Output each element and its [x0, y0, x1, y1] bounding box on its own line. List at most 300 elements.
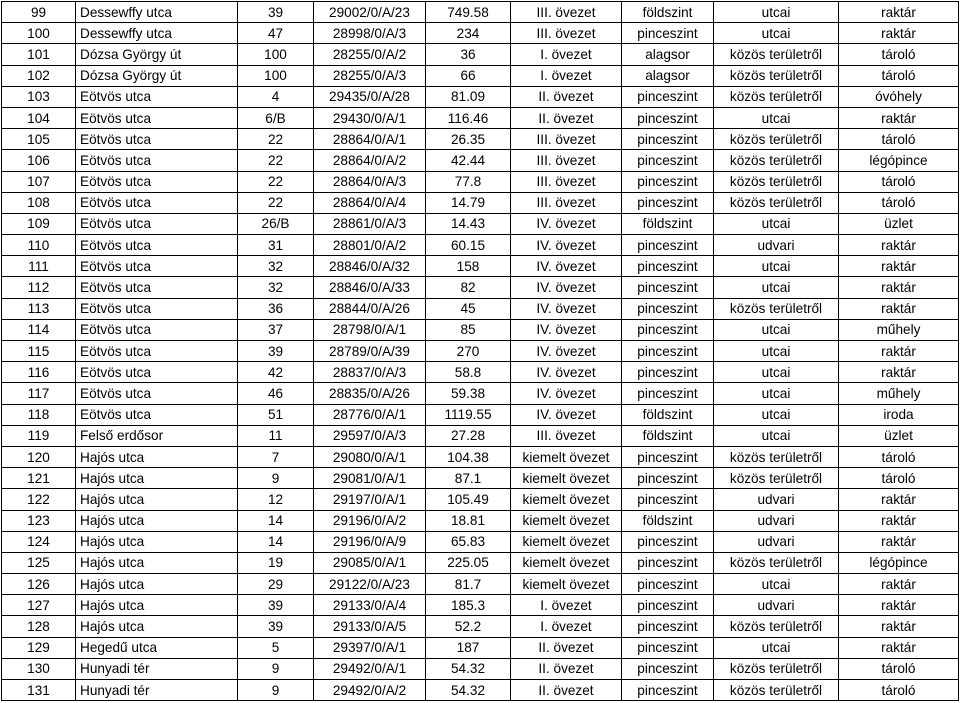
- access-cell: utcai: [714, 256, 839, 277]
- zone-cell: III. övezet: [511, 425, 622, 446]
- zone-cell: IV. övezet: [511, 341, 622, 362]
- area-cell: 185.3: [426, 595, 511, 616]
- floor-level-cell: pinceszint: [622, 319, 714, 340]
- access-cell: utcai: [714, 107, 839, 128]
- street-cell: Hajós utca: [76, 616, 238, 637]
- zone-cell: I. övezet: [511, 616, 622, 637]
- table-row: [2, 616, 959, 637]
- usage-cell: raktár: [839, 277, 959, 298]
- usage-cell: tároló: [839, 44, 959, 65]
- house-number-cell: 22: [238, 171, 314, 192]
- floor-level-cell: pinceszint: [622, 129, 714, 150]
- table-row: [2, 468, 959, 489]
- house-number-cell: 5: [238, 637, 314, 658]
- area-cell: 36: [426, 44, 511, 65]
- street-cell: Eötvös utca: [76, 404, 238, 425]
- table-row: [2, 150, 959, 171]
- street-cell: Hajós utca: [76, 510, 238, 531]
- usage-cell: raktár: [839, 637, 959, 658]
- parcel-id-cell: 29597/0/A/3: [314, 425, 426, 446]
- street-cell: Hunyadi tér: [76, 680, 238, 701]
- zone-cell: kiemelt övezet: [511, 446, 622, 467]
- access-cell: utcai: [714, 277, 839, 298]
- area-cell: 66: [426, 65, 511, 86]
- floor-level-cell: földszint: [622, 213, 714, 234]
- floor-level-cell: pinceszint: [622, 150, 714, 171]
- usage-cell: tároló: [839, 192, 959, 213]
- access-cell: utcai: [714, 341, 839, 362]
- floor-level-cell: pinceszint: [622, 192, 714, 213]
- floor-level-cell: földszint: [622, 425, 714, 446]
- parcel-id-cell: 29397/0/A/1: [314, 637, 426, 658]
- zone-cell: II. övezet: [511, 107, 622, 128]
- house-number-cell: 14: [238, 510, 314, 531]
- row-number-cell: 129: [2, 637, 76, 658]
- parcel-id-cell: 29492/0/A/2: [314, 680, 426, 701]
- area-cell: 77.8: [426, 171, 511, 192]
- street-cell: Hajós utca: [76, 595, 238, 616]
- table-row: [2, 65, 959, 86]
- access-cell: közös területről: [714, 446, 839, 467]
- row-number-cell: 99: [2, 2, 76, 23]
- usage-cell: raktár: [839, 531, 959, 552]
- house-number-cell: 51: [238, 404, 314, 425]
- street-cell: Hajós utca: [76, 468, 238, 489]
- row-number-cell: 101: [2, 44, 76, 65]
- parcel-id-cell: 29435/0/A/28: [314, 86, 426, 107]
- table-row: [2, 425, 959, 446]
- usage-cell: légópince: [839, 150, 959, 171]
- access-cell: udvari: [714, 595, 839, 616]
- street-cell: Eötvös utca: [76, 150, 238, 171]
- zone-cell: IV. övezet: [511, 298, 622, 319]
- area-cell: 14.43: [426, 213, 511, 234]
- area-cell: 81.7: [426, 574, 511, 595]
- access-cell: közös területről: [714, 129, 839, 150]
- floor-level-cell: alagsor: [622, 44, 714, 65]
- usage-cell: raktár: [839, 616, 959, 637]
- row-number-cell: 117: [2, 383, 76, 404]
- area-cell: 104.38: [426, 446, 511, 467]
- floor-level-cell: pinceszint: [622, 446, 714, 467]
- table-row: [2, 319, 959, 340]
- zone-cell: I. övezet: [511, 65, 622, 86]
- row-number-cell: 122: [2, 489, 76, 510]
- area-cell: 1119.55: [426, 404, 511, 425]
- table-row: [2, 107, 959, 128]
- house-number-cell: 39: [238, 2, 314, 23]
- street-cell: Eötvös utca: [76, 341, 238, 362]
- access-cell: udvari: [714, 235, 839, 256]
- usage-cell: raktár: [839, 107, 959, 128]
- parcel-id-cell: 29492/0/A/1: [314, 658, 426, 679]
- floor-level-cell: alagsor: [622, 65, 714, 86]
- access-cell: udvari: [714, 489, 839, 510]
- zone-cell: II. övezet: [511, 86, 622, 107]
- house-number-cell: 29: [238, 574, 314, 595]
- row-number-cell: 102: [2, 65, 76, 86]
- floor-level-cell: földszint: [622, 2, 714, 23]
- access-cell: közös területről: [714, 680, 839, 701]
- parcel-id-cell: 28998/0/A/3: [314, 23, 426, 44]
- zone-cell: IV. övezet: [511, 235, 622, 256]
- floor-level-cell: pinceszint: [622, 256, 714, 277]
- house-number-cell: 26/B: [238, 213, 314, 234]
- house-number-cell: 37: [238, 319, 314, 340]
- access-cell: utcai: [714, 574, 839, 595]
- zone-cell: kiemelt övezet: [511, 531, 622, 552]
- parcel-id-cell: 28835/0/A/26: [314, 383, 426, 404]
- parcel-id-cell: 29133/0/A/5: [314, 616, 426, 637]
- row-number-cell: 104: [2, 107, 76, 128]
- access-cell: közös területről: [714, 171, 839, 192]
- house-number-cell: 100: [238, 65, 314, 86]
- zone-cell: kiemelt övezet: [511, 489, 622, 510]
- parcel-id-cell: 28837/0/A/3: [314, 362, 426, 383]
- street-cell: Felső erdősor: [76, 425, 238, 446]
- area-cell: 65.83: [426, 531, 511, 552]
- house-number-cell: 36: [238, 298, 314, 319]
- access-cell: közös területről: [714, 44, 839, 65]
- house-number-cell: 19: [238, 552, 314, 573]
- table-row: [2, 446, 959, 467]
- row-number-cell: 111: [2, 256, 76, 277]
- house-number-cell: 11: [238, 425, 314, 446]
- area-cell: 45: [426, 298, 511, 319]
- table-row: [2, 277, 959, 298]
- table-body: [2, 2, 959, 701]
- parcel-id-cell: 28864/0/A/4: [314, 192, 426, 213]
- floor-level-cell: pinceszint: [622, 383, 714, 404]
- area-cell: 85: [426, 319, 511, 340]
- street-cell: Eötvös utca: [76, 256, 238, 277]
- zone-cell: IV. övezet: [511, 383, 622, 404]
- usage-cell: raktár: [839, 595, 959, 616]
- floor-level-cell: pinceszint: [622, 235, 714, 256]
- parcel-id-cell: 29122/0/A/23: [314, 574, 426, 595]
- street-cell: Hajós utca: [76, 446, 238, 467]
- usage-cell: raktár: [839, 256, 959, 277]
- zone-cell: kiemelt övezet: [511, 468, 622, 489]
- usage-cell: raktár: [839, 489, 959, 510]
- street-cell: Hajós utca: [76, 531, 238, 552]
- floor-level-cell: pinceszint: [622, 171, 714, 192]
- access-cell: utcai: [714, 2, 839, 23]
- floor-level-cell: pinceszint: [622, 341, 714, 362]
- street-cell: Eötvös utca: [76, 383, 238, 404]
- area-cell: 27.28: [426, 425, 511, 446]
- table-row: [2, 658, 959, 679]
- zone-cell: III. övezet: [511, 192, 622, 213]
- row-number-cell: 124: [2, 531, 76, 552]
- floor-level-cell: pinceszint: [622, 658, 714, 679]
- zone-cell: I. övezet: [511, 44, 622, 65]
- street-cell: Hajós utca: [76, 552, 238, 573]
- zone-cell: III. övezet: [511, 2, 622, 23]
- street-cell: Hunyadi tér: [76, 658, 238, 679]
- area-cell: 158: [426, 256, 511, 277]
- floor-level-cell: pinceszint: [622, 107, 714, 128]
- street-cell: Dessewffy utca: [76, 2, 238, 23]
- house-number-cell: 14: [238, 531, 314, 552]
- parcel-id-cell: 28801/0/A/2: [314, 235, 426, 256]
- floor-level-cell: pinceszint: [622, 531, 714, 552]
- area-cell: 225.05: [426, 552, 511, 573]
- house-number-cell: 39: [238, 616, 314, 637]
- zone-cell: IV. övezet: [511, 256, 622, 277]
- row-number-cell: 112: [2, 277, 76, 298]
- access-cell: utcai: [714, 404, 839, 425]
- street-cell: Dózsa György út: [76, 44, 238, 65]
- table-row: [2, 298, 959, 319]
- table-row: [2, 531, 959, 552]
- row-number-cell: 106: [2, 150, 76, 171]
- row-number-cell: 125: [2, 552, 76, 573]
- house-number-cell: 9: [238, 468, 314, 489]
- floor-level-cell: pinceszint: [622, 680, 714, 701]
- parcel-id-cell: 28846/0/A/33: [314, 277, 426, 298]
- usage-cell: tároló: [839, 65, 959, 86]
- usage-cell: raktár: [839, 574, 959, 595]
- table-row: [2, 404, 959, 425]
- access-cell: udvari: [714, 510, 839, 531]
- usage-cell: raktár: [839, 23, 959, 44]
- row-number-cell: 114: [2, 319, 76, 340]
- house-number-cell: 100: [238, 44, 314, 65]
- house-number-cell: 6/B: [238, 107, 314, 128]
- house-number-cell: 47: [238, 23, 314, 44]
- row-number-cell: 131: [2, 680, 76, 701]
- row-number-cell: 109: [2, 213, 76, 234]
- usage-cell: légópince: [839, 552, 959, 573]
- zone-cell: IV. övezet: [511, 404, 622, 425]
- floor-level-cell: pinceszint: [622, 468, 714, 489]
- row-number-cell: 105: [2, 129, 76, 150]
- zone-cell: II. övezet: [511, 658, 622, 679]
- access-cell: utcai: [714, 637, 839, 658]
- parcel-id-cell: 28255/0/A/3: [314, 65, 426, 86]
- floor-level-cell: földszint: [622, 510, 714, 531]
- street-cell: Eötvös utca: [76, 235, 238, 256]
- table-row: [2, 510, 959, 531]
- house-number-cell: 9: [238, 680, 314, 701]
- table-row: [2, 86, 959, 107]
- access-cell: utcai: [714, 425, 839, 446]
- house-number-cell: 22: [238, 192, 314, 213]
- house-number-cell: 4: [238, 86, 314, 107]
- area-cell: 42.44: [426, 150, 511, 171]
- access-cell: közös területről: [714, 468, 839, 489]
- parcel-id-cell: 29197/0/A/1: [314, 489, 426, 510]
- access-cell: utcai: [714, 23, 839, 44]
- area-cell: 749.58: [426, 2, 511, 23]
- street-cell: Eötvös utca: [76, 319, 238, 340]
- row-number-cell: 108: [2, 192, 76, 213]
- street-cell: Eötvös utca: [76, 129, 238, 150]
- table-row: [2, 44, 959, 65]
- street-cell: Eötvös utca: [76, 298, 238, 319]
- table-row: [2, 595, 959, 616]
- table-row: [2, 574, 959, 595]
- area-cell: 54.32: [426, 680, 511, 701]
- usage-cell: raktár: [839, 362, 959, 383]
- floor-level-cell: pinceszint: [622, 595, 714, 616]
- street-cell: Dózsa György út: [76, 65, 238, 86]
- house-number-cell: 9: [238, 658, 314, 679]
- access-cell: közös területről: [714, 616, 839, 637]
- parcel-id-cell: 28255/0/A/2: [314, 44, 426, 65]
- zone-cell: I. övezet: [511, 595, 622, 616]
- table-row: [2, 383, 959, 404]
- area-cell: 59.38: [426, 383, 511, 404]
- row-number-cell: 118: [2, 404, 76, 425]
- floor-level-cell: pinceszint: [622, 637, 714, 658]
- parcel-id-cell: 28844/0/A/26: [314, 298, 426, 319]
- parcel-id-cell: 28789/0/A/39: [314, 341, 426, 362]
- row-number-cell: 127: [2, 595, 76, 616]
- row-number-cell: 128: [2, 616, 76, 637]
- row-number-cell: 100: [2, 23, 76, 44]
- usage-cell: tároló: [839, 171, 959, 192]
- usage-cell: raktár: [839, 2, 959, 23]
- table-row: [2, 362, 959, 383]
- table-row: [2, 171, 959, 192]
- floor-level-cell: pinceszint: [622, 574, 714, 595]
- access-cell: udvari: [714, 531, 839, 552]
- zone-cell: kiemelt övezet: [511, 510, 622, 531]
- table-row: [2, 637, 959, 658]
- access-cell: közös területről: [714, 65, 839, 86]
- zone-cell: IV. övezet: [511, 213, 622, 234]
- table-row: [2, 235, 959, 256]
- zone-cell: IV. övezet: [511, 362, 622, 383]
- usage-cell: műhely: [839, 319, 959, 340]
- floor-level-cell: pinceszint: [622, 489, 714, 510]
- row-number-cell: 123: [2, 510, 76, 531]
- zone-cell: II. övezet: [511, 637, 622, 658]
- access-cell: közös területről: [714, 552, 839, 573]
- row-number-cell: 103: [2, 86, 76, 107]
- area-cell: 52.2: [426, 616, 511, 637]
- floor-level-cell: pinceszint: [622, 552, 714, 573]
- parcel-id-cell: 28846/0/A/32: [314, 256, 426, 277]
- parcel-id-cell: 28861/0/A/3: [314, 213, 426, 234]
- table-row: [2, 341, 959, 362]
- house-number-cell: 7: [238, 446, 314, 467]
- row-number-cell: 113: [2, 298, 76, 319]
- row-number-cell: 121: [2, 468, 76, 489]
- zone-cell: III. övezet: [511, 171, 622, 192]
- row-number-cell: 116: [2, 362, 76, 383]
- zone-cell: IV. övezet: [511, 319, 622, 340]
- parcel-id-cell: 29080/0/A/1: [314, 446, 426, 467]
- parcel-id-cell: 29085/0/A/1: [314, 552, 426, 573]
- row-number-cell: 120: [2, 446, 76, 467]
- area-cell: 105.49: [426, 489, 511, 510]
- zone-cell: IV. övezet: [511, 277, 622, 298]
- table-row: [2, 213, 959, 234]
- table-row: [2, 680, 959, 701]
- usage-cell: tároló: [839, 129, 959, 150]
- street-cell: Eötvös utca: [76, 107, 238, 128]
- usage-cell: tároló: [839, 468, 959, 489]
- parcel-id-cell: 29196/0/A/2: [314, 510, 426, 531]
- row-number-cell: 110: [2, 235, 76, 256]
- table-row: [2, 489, 959, 510]
- zone-cell: III. övezet: [511, 150, 622, 171]
- area-cell: 87.1: [426, 468, 511, 489]
- floor-level-cell: pinceszint: [622, 277, 714, 298]
- zone-cell: II. övezet: [511, 680, 622, 701]
- zone-cell: III. övezet: [511, 129, 622, 150]
- house-number-cell: 32: [238, 277, 314, 298]
- access-cell: közös területről: [714, 192, 839, 213]
- usage-cell: tároló: [839, 446, 959, 467]
- street-cell: Eötvös utca: [76, 213, 238, 234]
- zone-cell: kiemelt övezet: [511, 552, 622, 573]
- usage-cell: raktár: [839, 235, 959, 256]
- access-cell: közös területről: [714, 298, 839, 319]
- row-number-cell: 115: [2, 341, 76, 362]
- area-cell: 81.09: [426, 86, 511, 107]
- access-cell: közös területről: [714, 658, 839, 679]
- street-cell: Hajós utca: [76, 574, 238, 595]
- access-cell: közös területről: [714, 150, 839, 171]
- area-cell: 60.15: [426, 235, 511, 256]
- street-cell: Eötvös utca: [76, 192, 238, 213]
- house-number-cell: 22: [238, 150, 314, 171]
- usage-cell: raktár: [839, 298, 959, 319]
- table-row: [2, 2, 959, 23]
- area-cell: 82: [426, 277, 511, 298]
- street-cell: Eötvös utca: [76, 362, 238, 383]
- parcel-id-cell: 29430/0/A/1: [314, 107, 426, 128]
- area-cell: 116.46: [426, 107, 511, 128]
- floor-level-cell: pinceszint: [622, 362, 714, 383]
- floor-level-cell: pinceszint: [622, 298, 714, 319]
- zone-cell: kiemelt övezet: [511, 574, 622, 595]
- usage-cell: tároló: [839, 658, 959, 679]
- parcel-id-cell: 29002/0/A/23: [314, 2, 426, 23]
- parcel-id-cell: 28776/0/A/1: [314, 404, 426, 425]
- area-cell: 14.79: [426, 192, 511, 213]
- house-number-cell: 22: [238, 129, 314, 150]
- area-cell: 58.8: [426, 362, 511, 383]
- access-cell: utcai: [714, 213, 839, 234]
- house-number-cell: 31: [238, 235, 314, 256]
- access-cell: utcai: [714, 319, 839, 340]
- parcel-id-cell: 28864/0/A/3: [314, 171, 426, 192]
- parcel-id-cell: 29196/0/A/9: [314, 531, 426, 552]
- usage-cell: üzlet: [839, 425, 959, 446]
- row-number-cell: 107: [2, 171, 76, 192]
- table-row: [2, 129, 959, 150]
- house-number-cell: 46: [238, 383, 314, 404]
- floor-level-cell: pinceszint: [622, 86, 714, 107]
- street-cell: Eötvös utca: [76, 86, 238, 107]
- house-number-cell: 42: [238, 362, 314, 383]
- area-cell: 26.35: [426, 129, 511, 150]
- house-number-cell: 12: [238, 489, 314, 510]
- usage-cell: raktár: [839, 510, 959, 531]
- house-number-cell: 32: [238, 256, 314, 277]
- table-row: [2, 192, 959, 213]
- house-number-cell: 39: [238, 341, 314, 362]
- house-number-cell: 39: [238, 595, 314, 616]
- street-cell: Hegedű utca: [76, 637, 238, 658]
- property-table: [1, 1, 959, 701]
- area-cell: 187: [426, 637, 511, 658]
